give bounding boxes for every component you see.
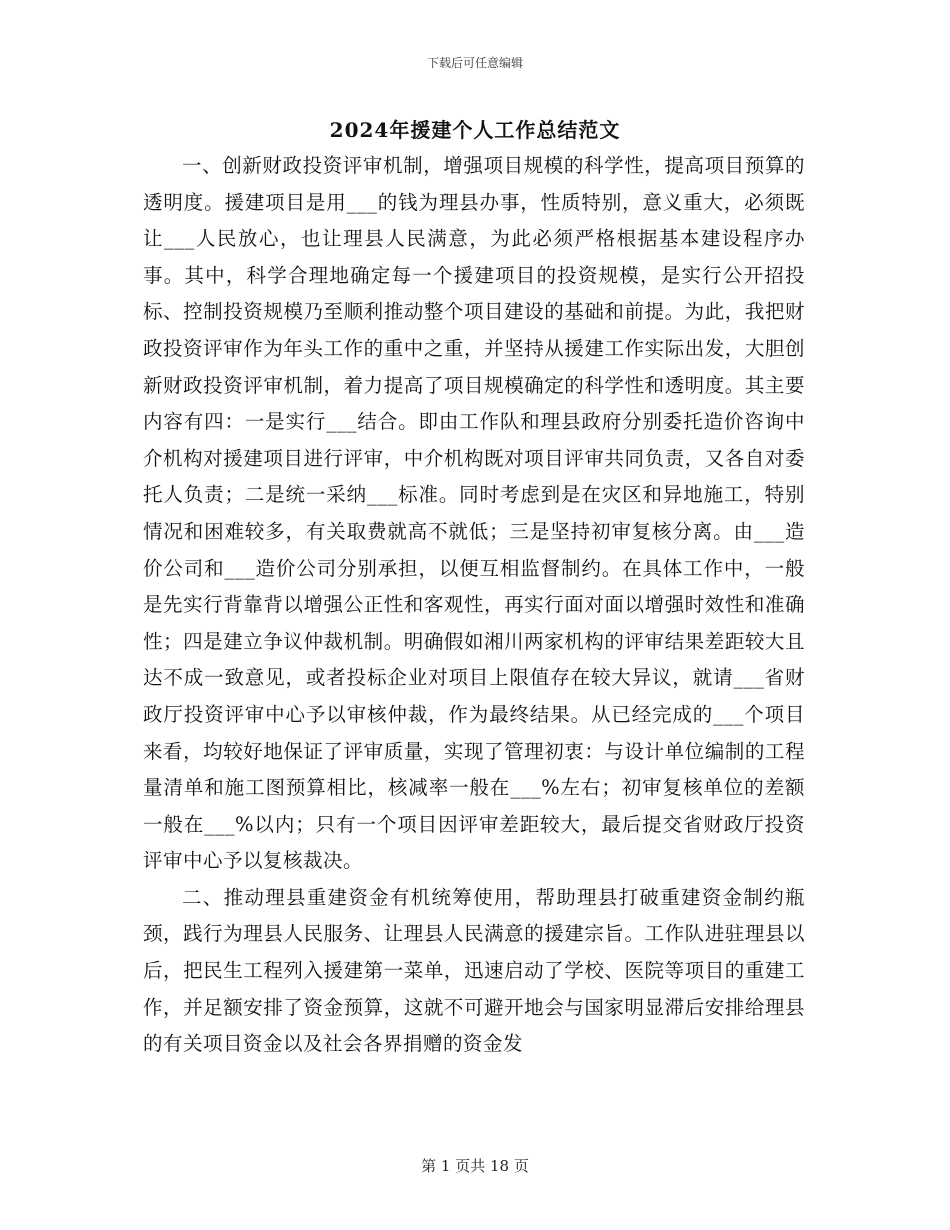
paragraph-1: 一、创新财政投资评审机制，增强项目规模的科学性，提高项目预算的透明度。援建项目是用___的钱为理县办事，性质特别，意义重大，必须既让___人民放心，也让理县人民满意，为此必须严格根据基本建设程序办事。其中，科学合理地确定每一个援建项目的投资规模，是实行公开招投标、控制投资规模乃至顺利推动整个项目建设的基础和前提。为此，我把财政投资评审作为年头工作的重中之重，并坚持从援建工作实际出发，大胆创新财政投资评审机制，着力提高了项目规模确定的科学性和透明度。其主要内容有四：一是实行___结合。即由工作队和理县政府分别委托造价咨询中介机构对援建项目进行评审，中介机构既对项目评审共同负责，又各自对委托人负责；二是统一采纳___标准。同时考虑到是在灾区和异地施工，特别情况和困难较多，有关取费就高不就低；三是坚持初审复核分离。由___造价公司和___造价公司分别承担，以便互相监督制约。在具体工作中，一般是先实行背靠背以增强公正性和客观性，再实行面对面以增强时效性和准确性；四是建立争议仲裁机制。明确假如湘川两家机构的评审结果差距较大且达不成一致意见，或者投标企业对项目上限值存在较大异议，就请___省财政厅投资评审中心予以审核仲裁，作为最终结果。从已经完成的___个项目来看，均较好地保证了评审质量，实现了管理初衷：与设计单位编制的工程量清单和施工图预算相比，核减率一般在___%左右；初审复核单位的差额一般在___%以内；只有一个项目因评审差距较大，最后提交省财政厅投资评审中心予以复核裁决。 xyxy=(143,154,805,873)
document-title: 2024年援建个人工作总结范文 xyxy=(329,118,621,142)
page-header: 下载后可任意编辑 xyxy=(426,56,523,70)
paragraph-2: 二、推动理县重建资金有机统筹使用，帮助理县打破重建资金制约瓶颈，践行为理县人民服务、让理县人民满意的援建宗旨。工作队进驻理县以后，把民生工程列入援建第一菜单，迅速启动了学校、医院等项目的重建工作，并足额安排了资金预算，这就不可避开地会与国家明显滞后安排给理县的有关项目资金以及社会各界捐赠的资金发 xyxy=(143,885,805,1056)
page-footer: 第 1 页共 18 页 xyxy=(421,1157,529,1175)
document-body xyxy=(143,148,805,1063)
